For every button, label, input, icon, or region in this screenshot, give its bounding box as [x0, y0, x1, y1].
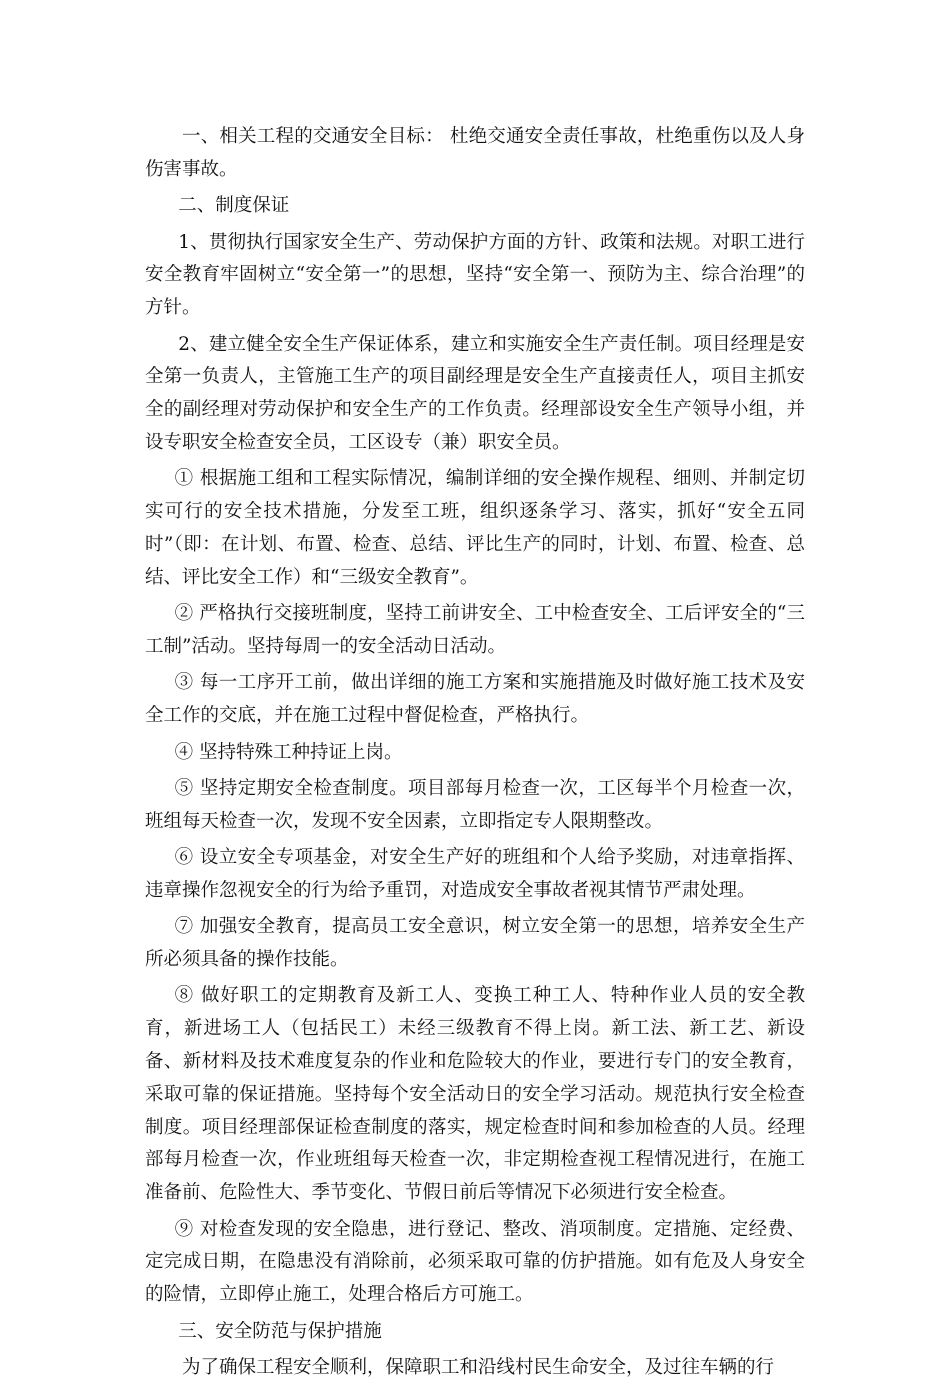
paragraph-circle-5: ⑤ 坚持定期安全检查制度。项目部每月检查一次，工区每半个月检查一次，班组每天检查一次，发现不安全因素，立即指定专人限期整改。	[145, 777, 805, 832]
heading-system-guarantee: 二、制度保证	[178, 195, 290, 217]
paragraph-circle-7: ⑦ 加强安全教育，提高员工安全意识，树立安全第一的思想，培养安全生产所必须具备的操作技能。	[145, 916, 805, 971]
paragraph-item-2: 2、建立健全安全生产保证体系，建立和实施安全生产责任制。项目经理是安全第一负责人，主管施工生产的项目副经理是安全生产直接责任人，项目主抓安全的副经理对劳动保护和安全生产的工作负责。经理部设安全生产领导小组，并设专职安全检查安全员，工区设专（兼）职安全员。	[145, 333, 805, 453]
paragraph-circle-3: ③ 每一工序开工前，做出详细的施工方案和实施措施及时做好施工技术及安全工作的交底，并在施工过程中督促检查，严格执行。	[145, 672, 805, 727]
paragraph-circle-6: ⑥ 设立安全专项基金，对安全生产好的班组和个人给予奖励，对违章指挥、违章操作忽视安全的行为给予重罚，对造成安全事故者视其情节严肃处理。	[145, 847, 805, 901]
paragraph-item-1: 1、贯彻执行国家安全生产、劳动保护方面的方针、政策和法规。对职工进行安全教育牢固树立“安全第一”的思想，坚持“安全第一、预防为主、综合治理”的方针。	[145, 231, 805, 319]
paragraph-circle-4: ④ 坚持特殊工种持证上岗。	[174, 741, 403, 763]
paragraph-circle-9: ⑨ 对检查发现的安全隐患，进行登记、整改、消项制度。定措施、定经费、定完成日期，在隐患没有消除前，必须采取可靠的仿护措施。如有危及人身安全的险情，立即停止施工，处理合格后方可施工。	[145, 1218, 805, 1306]
heading-safety-measures: 三、安全防范与保护措施	[178, 1320, 382, 1342]
paragraph-safety-goal: 一、相关工程的交通安全目标： 杜绝交通安全责任事故，杜绝重伤以及人身伤害事故。	[145, 126, 805, 180]
paragraph-safety-intro: 为了确保工程安全顺利，保障职工和沿线村民生命安全，及过往车辆的行	[182, 1357, 775, 1378]
paragraph-circle-2: ② 严格执行交接班制度，坚持工前讲安全、工中检查安全、工后评安全的“三工制”活动。坚持每周一的安全活动日活动。	[145, 603, 805, 657]
paragraph-circle-8: ⑧ 做好职工的定期教育及新工人、变换工种工人、特种作业人员的安全教育，新进场工人（包括民工）未经三级教育不得上岗。新工法、新工艺、新设备、新材料及技术难度复杂的作业和危险较大的作业，要进行专门的安全教育，采取可靠的保证措施。坚持每个安全活动日的安全学习活动。规范执行安全检查制度。项目经理部保证检查制度的落实，规定检查时间和参加检查的人员。经理部每月检查一次，作业班组每天检查一次，非定期检查视工程情况进行，在施工准备前、危险性大、季节变化、节假日前后等情况下必须进行安全检查。	[145, 985, 805, 1204]
paragraph-circle-1: ① 根据施工组和工程实际情况，编制详细的安全操作规程、细则、并制定切实可行的安全技术措施，分发至工班，组织逐条学习、落实，抓好“安全五同时”（即：在计划、布置、检查、总结、评比生产的同时，计划、布置、检查、总结、评比安全工作）和“三级安全教育”。	[145, 468, 805, 588]
document-body	[145, 121, 805, 1388]
